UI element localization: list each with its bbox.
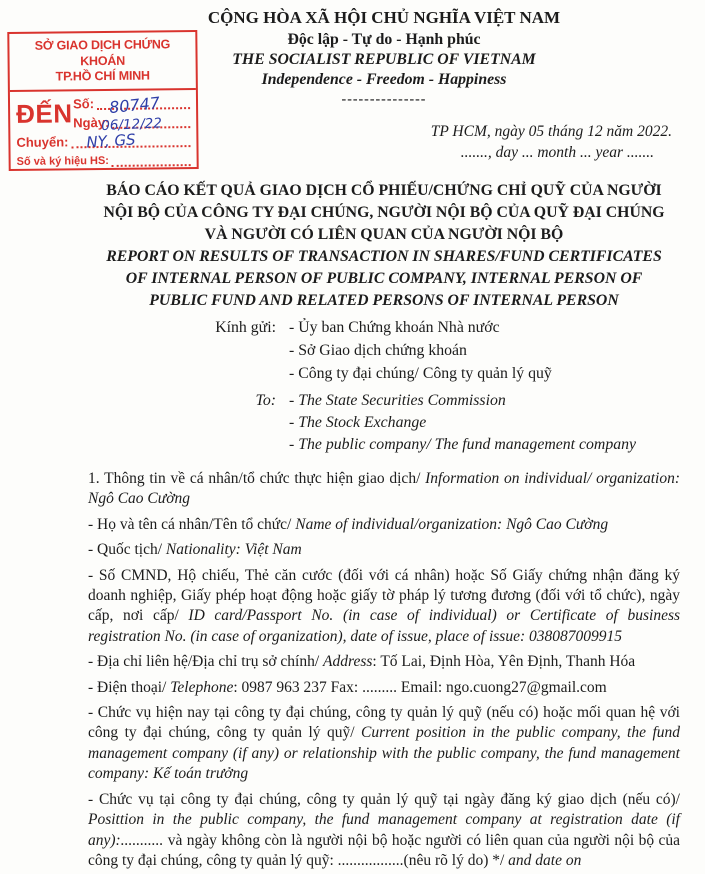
- recipients-label-en: To:: [255, 392, 276, 409]
- stamp-org-line2: TP.HỒ CHÍ MINH: [55, 68, 150, 84]
- country-name: CỘNG HÒA XÃ HỘI CHỦ NGHĨA VIỆT NAM: [207, 8, 561, 27]
- received-stamp: [7, 30, 198, 171]
- recipient-item: - Sở Giao dịch chứng khoán: [289, 342, 467, 359]
- recipient-item: - The public company/ The fund management company: [289, 436, 637, 453]
- national-motto: Độc lập - Tự do - Hạnh phúc: [287, 31, 481, 48]
- recipients-en: [212, 390, 680, 456]
- body-paragraph-info: 1. Thông tin về cá nhân/tổ chức thực hiện giao dịch/ Information on individual/ organization: Ngô Cao Cường: [88, 470, 680, 508]
- body-paragraph-address: - Địa chỉ liên hệ/Địa chỉ trụ sở chính/ Address: Tố Lai, Định Hòa, Yên Định, Thanh Hóa: [88, 653, 636, 671]
- body-paragraph-position-at-registration: - Chức vụ tại công ty đại chúng, công ty quản lý quỹ tại ngày đăng ký giao dịch (nếu có)/ Posittion in the public company, the fund management company at registration date (if any):........... và ngày không còn là người nội bộ hoặc người có liên quan của người nội bộ của công ty đại chúng, công ty quản lý quỹ: .................(nêu rõ lý do) */ and date on: [88, 790, 680, 869]
- recipients-items-en: [289, 390, 636, 456]
- stamp-forward-label: Chuyển:: [16, 133, 69, 150]
- dotted-line: [112, 164, 191, 167]
- document-title-vi: BÁO CÁO KẾT QUẢ GIAO DỊCH CỔ PHIẾU/CHỨNG CHỈ QUỸ CỦA NGƯỜI NỘI BỘ CỦA CÔNG TY ĐẠI CHÚNG, NGƯỜI NỘI BỘ CỦA QUỸ ĐẠI CHÚNG VÀ NGƯỜI CÓ LIÊN QUAN CỦA NGƯỜI NỘI BỘ: [103, 182, 665, 243]
- stamp-date-handwritten: 06/12/22: [100, 114, 163, 134]
- stamp-number-row: [72, 92, 190, 117]
- body-paragraph-name: - Họ và tên cá nhân/Tên tổ chức/ Name of individual/organization: Ngô Cao Cường: [88, 515, 609, 533]
- stamp-main-row: [16, 93, 190, 133]
- body-paragraph-telephone: - Điện thoại/ Telephone: 0987 963 237 Fax: ......... Email: ngo.cuong27@gmail.com: [88, 678, 607, 696]
- stamp-date-label: Ngày:: [73, 114, 110, 130]
- body-paragraph-current-position: - Chức vụ hiện nay tại công ty đại chúng, công ty quản lý quỹ (nếu có) hoặc mối quan hệ với công ty đại chúng, công ty quản lý quỹ/ Current position in the public company, the fund management company (if any) or relationship with the public company, the fund management company: Kế toán trưởng: [88, 704, 680, 783]
- document-title-en: REPORT ON RESULTS OF TRANSACTION IN SHARES/FUND CERTIFICATES OF INTERNAL PERSON OF PUBLIC COMPANY, INTERNAL PERSON OF PUBLIC FUND AND RELATED PERSONS OF INTERNAL PERSON: [106, 248, 662, 309]
- recipient-item: - Ủy ban Chứng khoán Nhà nước: [289, 319, 500, 336]
- recipients-items-vi: [289, 316, 552, 385]
- stamp-org-name: [9, 32, 196, 91]
- stamp-number-label: Số:: [72, 95, 95, 111]
- stamp-forward-handwritten: NY, GS: [85, 129, 137, 151]
- country-name-en: THE SOCIALIST REPUBLIC OF VIETNAM: [232, 51, 536, 68]
- national-motto-en: Independence - Freedom - Happiness: [261, 71, 507, 88]
- header-divider: ---------------: [341, 92, 427, 107]
- stamp-forward-row: [16, 131, 190, 152]
- body-paragraph-id-number: - Số CMND, Hộ chiếu, Thẻ căn cước (đối với cá nhân) hoặc Số Giấy chứng nhận đăng ký doanh nghiệp, Giấy phép hoạt động hoặc giấy tờ pháp lý tương đương (đối với tổ chức), ngày cấp, nơi cấp/ ID card/Passport No. (in case of individual) or Certificate of business registration No. (in case of organization), date of issue, place of issue: 038087009915: [88, 566, 681, 645]
- recipient-item: - The Stock Exchange: [289, 414, 427, 431]
- stamp-org-line1: SỞ GIAO DỊCH CHỨNG KHOÁN: [34, 37, 171, 68]
- recipients-vi: [212, 316, 680, 385]
- body-paragraph-nationality: - Quốc tịch/ Nationality: Việt Nam: [88, 541, 302, 559]
- dateline-en: ......., day ... month ... year .......: [460, 144, 654, 161]
- recipients-label-vi: Kính gửi:: [215, 319, 276, 336]
- document-body: [88, 469, 680, 871]
- stamp-date-row: [73, 112, 190, 132]
- stamp-file-ref-label: Số và ký hiệu HS:: [16, 154, 110, 168]
- stamp-number-date-column: [73, 93, 190, 132]
- document-title: [101, 180, 667, 312]
- recipients-block: [88, 316, 680, 456]
- dateline-vi: TP HCM, ngày 05 tháng 12 năm 2022.: [430, 123, 672, 140]
- recipient-item: - Công ty đại chúng/ Công ty quản lý quỹ: [289, 365, 552, 382]
- stamp-number-handwritten: 80747: [108, 92, 161, 117]
- stamp-received-label: ĐẾN: [15, 97, 73, 129]
- stamp-body: [10, 90, 197, 171]
- recipient-item: - The State Securities Commission: [289, 392, 506, 409]
- stamp-file-ref-row: [17, 152, 191, 171]
